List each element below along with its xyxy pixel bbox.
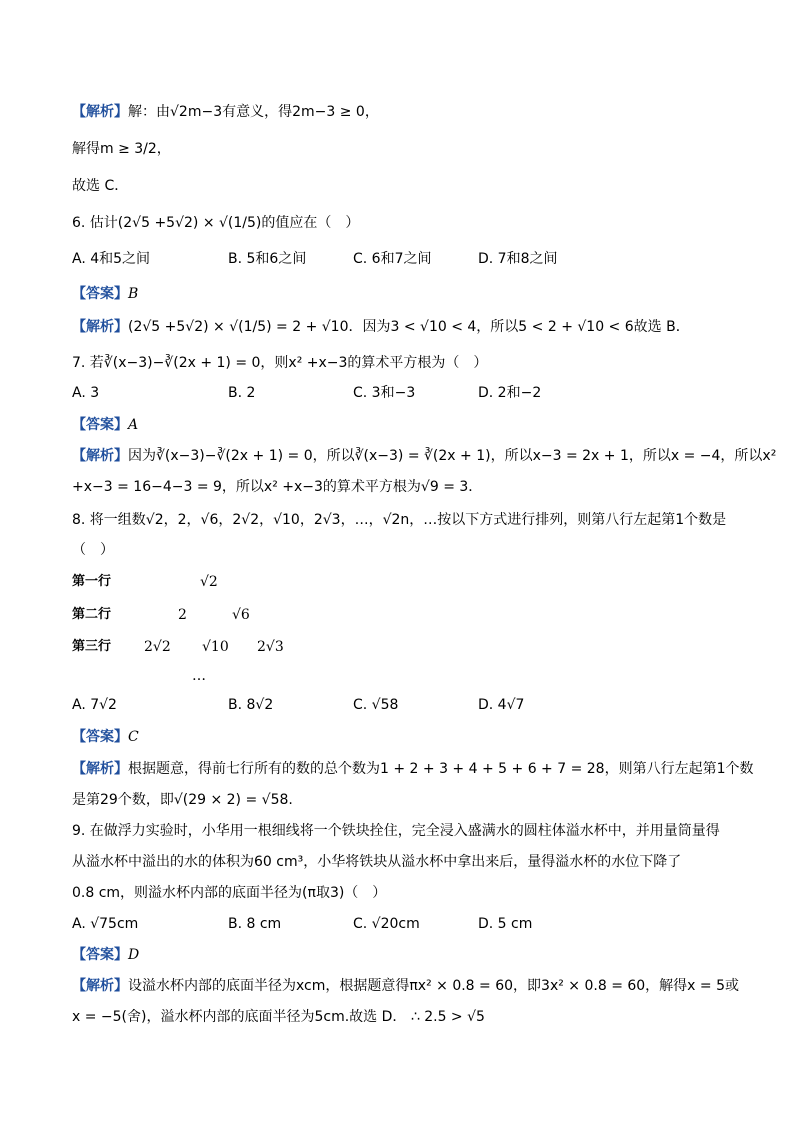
q9-option-d: D. 5 cm (478, 916, 533, 932)
analysis-tag: 【解析】 (72, 104, 128, 120)
q6-analysis-text: (2√5 +5√2) × √(1/5) = 2 + √10．因为3 < √10 < 4，所以5 < 2 + √10 < 6故选 B． (128, 319, 690, 335)
q5-analysis-line (72, 102, 379, 122)
q9-option-b: B. 8 cm (228, 916, 282, 932)
q8-analysis-text-2: 是第29个数，即√(29 × 2) = √58. (72, 792, 293, 808)
q7-analysis-line (72, 446, 776, 466)
q5-step-3: 故选 C． (72, 178, 129, 194)
q7-answer: A (128, 417, 139, 433)
q7-analysis-text-2: +x−3 = 16−4−3 = 9，所以x² +x−3的算术平方根为√9 = 3． (72, 479, 483, 495)
q9-stem-3: 0.8 cm，则溢水杯内部的底面半径为(π取3)（ ） (72, 885, 387, 901)
row-3-value-2: √10 (202, 639, 229, 655)
q9-analysis-line (72, 976, 739, 996)
row-3-label: 第三行 (72, 639, 112, 654)
row-3-value-3: 2√3 (257, 639, 284, 655)
q6-option-c: C. 6和7之间 (353, 251, 432, 267)
q7-stem: 7. 若∛(x−3)−∛(2x + 1) = 0，则x² +x−3的算术平方根为（ ） (72, 355, 488, 371)
q8-answer-line (72, 727, 139, 747)
row-1-value-1: √2 (200, 574, 218, 590)
answer-tag: 【答案】 (72, 947, 128, 963)
q7-option-a: A. 3 (72, 385, 100, 401)
q5-analysis-text: 解：由√2m−3有意义，得2m−3 ≥ 0， (128, 104, 379, 120)
q8-option-a: A. 7√2 (72, 697, 117, 713)
q9-stem-2: 从溢水杯中溢出的水的体积为60 cm³，小华将铁块从溢水杯中拿出来后，量得溢水杯的水位下降了 (72, 854, 682, 870)
answer-tag: 【答案】 (72, 286, 128, 302)
row-3-value-1: 2√2 (144, 639, 171, 655)
q6-option-d: D. 7和8之间 (478, 251, 558, 267)
q6-answer-line (72, 284, 138, 304)
q8-option-c: C. √58 (353, 697, 399, 713)
q9-answer: D (128, 947, 140, 963)
q9-analysis-text-2: x = −5(舍)，溢水杯内部的底面半径为5cm.故选 D． ∴ 2.5 > √5 (72, 1009, 485, 1025)
q7-option-b: B. 2 (228, 385, 256, 401)
q8-analysis-text-1: 根据题意，得前七行所有的数的总个数为1 + 2 + 3 + 4 + 5 + 6 + 7 = 28，则第八行左起第1个数 (128, 761, 754, 777)
q8-stem-2: （ ） (72, 542, 114, 558)
analysis-tag: 【解析】 (72, 448, 128, 464)
q6-analysis-line (72, 317, 690, 337)
row-2-label: 第二行 (72, 607, 112, 622)
q6-stem: 6. 估计(2√5 +5√2) × √(1/5)的值应在（ ） (72, 215, 360, 231)
q9-answer-line (72, 945, 139, 965)
q7-option-c: C. 3和−3 (353, 385, 416, 401)
q6-answer: B (128, 286, 139, 302)
row-2-value-1: 2 (178, 607, 187, 623)
q8-analysis-line (72, 759, 754, 779)
q9-option-c: C. √20cm (353, 916, 420, 932)
q8-option-b: B. 8√2 (228, 697, 274, 713)
q9-analysis-text-1: 设溢水杯内部的底面半径为xcm，根据题意得πx² × 0.8 = 60，即3x² × 0.8 = 60，解得x = 5或 (128, 978, 740, 994)
row-1-label: 第一行 (72, 574, 112, 589)
q9-option-a: A. √75cm (72, 916, 139, 932)
q7-option-d: D. 2和−2 (478, 385, 542, 401)
q7-answer-line (72, 415, 138, 435)
q8-option-d: D. 4√7 (478, 697, 525, 713)
analysis-tag: 【解析】 (72, 978, 128, 994)
row-2-value-2: √6 (232, 607, 250, 623)
row-ellipsis: … (192, 668, 206, 684)
q7-analysis-text-1: 因为∛(x−3)−∛(2x + 1) = 0，所以∛(x−3) = ∛(2x + 1)，所以x−3 = 2x + 1，所以x = −4，所以x² (128, 448, 777, 464)
q8-stem-1: 8. 将一组数√2，2，√6，2√2，√10，2√3，…，√2n，…按以下方式进行排列，则第八行左起第1个数是 (72, 512, 727, 528)
q6-option-a: A. 4和5之间 (72, 251, 151, 267)
answer-tag: 【答案】 (72, 417, 128, 433)
q9-stem-1: 9. 在做浮力实验时，小华用一根细线将一个铁块拴住，完全浸入盛满水的圆柱体溢水杯中，并用量筒量得 (72, 823, 720, 839)
q8-answer: C (128, 729, 139, 745)
q5-step-2: 解得m ≥ 3/2， (72, 141, 171, 157)
analysis-tag: 【解析】 (72, 761, 128, 777)
q6-option-b: B. 5和6之间 (228, 251, 307, 267)
answer-tag: 【答案】 (72, 729, 128, 745)
analysis-tag: 【解析】 (72, 319, 128, 335)
